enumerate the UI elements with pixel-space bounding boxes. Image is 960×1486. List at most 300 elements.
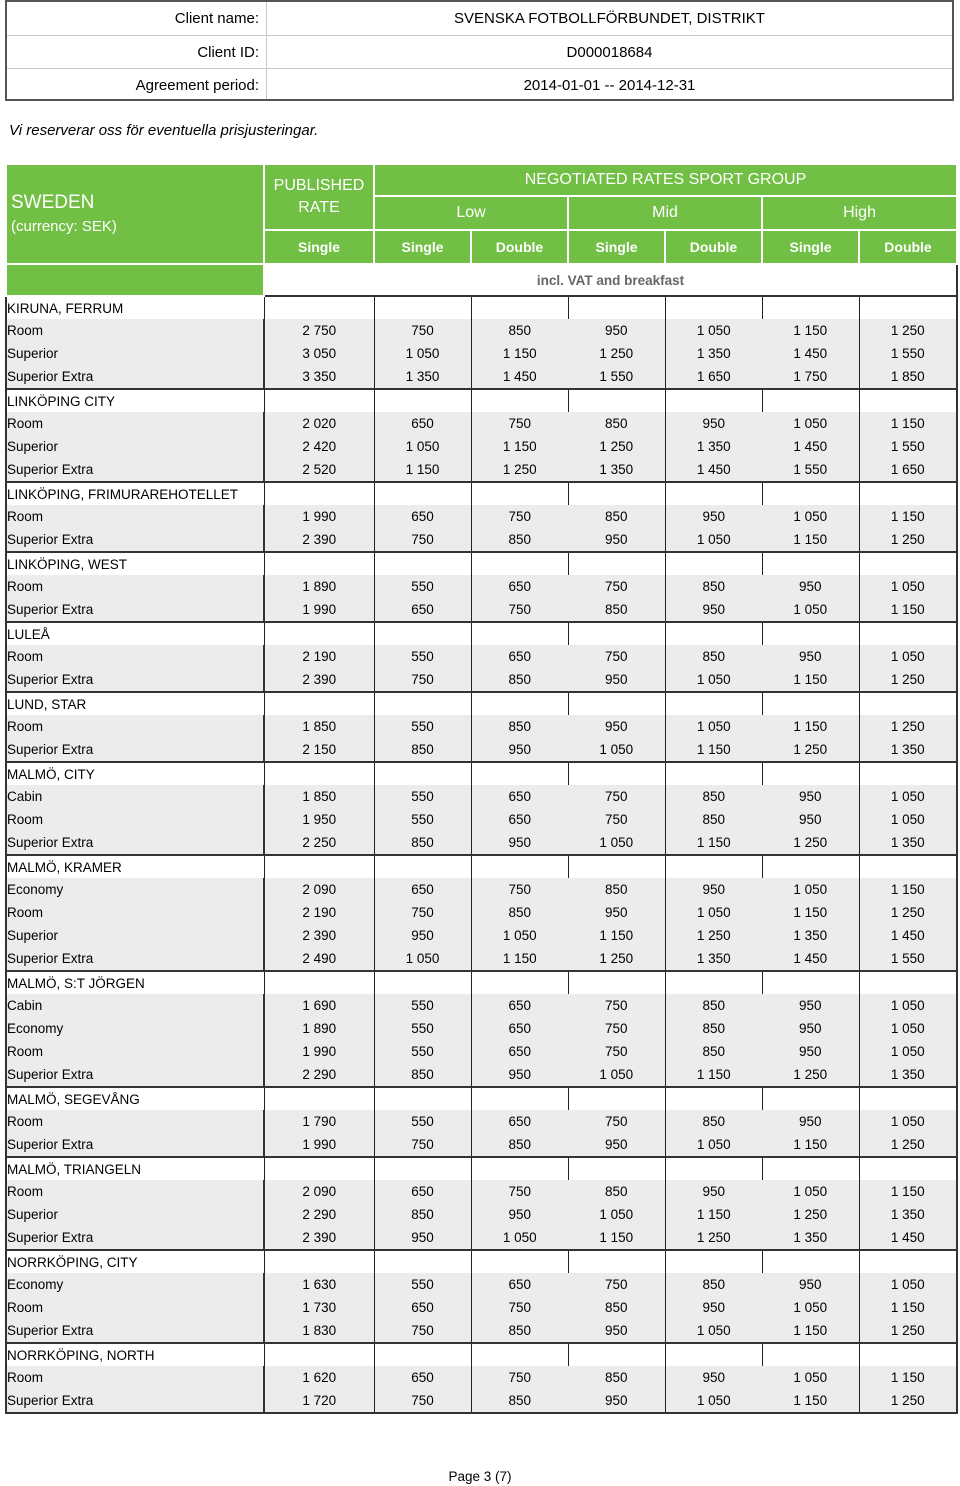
hotel-name: NORRKÖPING, NORTH xyxy=(6,1343,264,1366)
rate-cell: 750 xyxy=(568,994,665,1017)
rate-cell: 850 xyxy=(374,1063,471,1087)
subcol-low-single: Single xyxy=(374,230,471,264)
page-number: Page 3 (7) xyxy=(448,1469,512,1484)
rate-cell: 750 xyxy=(568,1110,665,1133)
hotel-row-blank-cell xyxy=(665,1157,762,1180)
subcol-mid-single: Single xyxy=(568,230,665,264)
rate-cell: 1 890 xyxy=(264,575,374,598)
room-type: Cabin xyxy=(6,785,264,808)
vat-note: incl. VAT and breakfast xyxy=(264,264,957,296)
rate-cell: 1 150 xyxy=(859,878,957,901)
room-type: Room xyxy=(6,645,264,668)
rate-cell: 1 350 xyxy=(762,924,859,947)
rate-cell: 950 xyxy=(568,1389,665,1413)
rate-cell: 1 250 xyxy=(859,1389,957,1413)
room-type: Room xyxy=(6,505,264,528)
rate-cell: 1 050 xyxy=(859,808,957,831)
hotel-name: MALMÖ, S:T JÖRGEN xyxy=(6,971,264,994)
rate-cell: 950 xyxy=(665,412,762,435)
rate-cell: 2 150 xyxy=(264,738,374,762)
rate-cell: 1 350 xyxy=(859,738,957,762)
hotel-row-blank-cell xyxy=(859,1343,957,1366)
hotel-row-blank-cell xyxy=(374,692,471,715)
room-rate-row xyxy=(6,1203,957,1226)
rate-cell: 1 990 xyxy=(264,1040,374,1063)
rate-cell: 550 xyxy=(374,994,471,1017)
hotel-row xyxy=(6,296,957,319)
room-rate-row xyxy=(6,1180,957,1203)
rate-cell: 550 xyxy=(374,1273,471,1296)
rate-cell: 950 xyxy=(374,1226,471,1250)
hotel-row-blank-cell xyxy=(471,855,568,878)
hotel-row xyxy=(6,971,957,994)
rate-cell: 1 550 xyxy=(568,365,665,389)
rate-cell: 1 250 xyxy=(762,1203,859,1226)
hotel-name: LULEÅ xyxy=(6,622,264,645)
room-type: Room xyxy=(6,1180,264,1203)
rate-cell: 850 xyxy=(568,598,665,622)
rate-cell: 750 xyxy=(471,1180,568,1203)
hotel-row xyxy=(6,1250,957,1273)
agreement-period-value: 2014-01-01 -- 2014-12-31 xyxy=(523,77,696,94)
rate-cell: 1 990 xyxy=(264,505,374,528)
subcol-low-double: Double xyxy=(471,230,568,264)
room-rate-row xyxy=(6,575,957,598)
room-type: Superior Extra xyxy=(6,1063,264,1087)
rate-cell: 1 550 xyxy=(859,947,957,971)
rate-cell: 950 xyxy=(471,1203,568,1226)
room-rate-row xyxy=(6,412,957,435)
rate-cell: 1 250 xyxy=(471,458,568,482)
hotel-row-blank-cell xyxy=(264,1343,374,1366)
rate-cell: 850 xyxy=(471,528,568,552)
hotel-row-blank-cell xyxy=(665,971,762,994)
hotel-row-blank-cell xyxy=(665,762,762,785)
rate-cell: 2 290 xyxy=(264,1203,374,1226)
room-type: Superior Extra xyxy=(6,1389,264,1413)
room-type: Room xyxy=(6,1296,264,1319)
client-id-value: D000018684 xyxy=(566,44,653,61)
room-type: Economy xyxy=(6,878,264,901)
room-rate-row xyxy=(6,1040,957,1063)
rate-cell: 1 250 xyxy=(762,1063,859,1087)
subcol-high-single: Single xyxy=(762,230,859,264)
rate-cell: 850 xyxy=(374,738,471,762)
hotel-name: LUND, STAR xyxy=(6,692,264,715)
room-rate-row xyxy=(6,319,957,342)
rate-cell: 1 150 xyxy=(665,738,762,762)
room-rate-row xyxy=(6,901,957,924)
rate-cell: 1 050 xyxy=(374,947,471,971)
room-type: Superior Extra xyxy=(6,528,264,552)
rate-cell: 650 xyxy=(374,1296,471,1319)
room-type: Superior xyxy=(6,1203,264,1226)
hotel-row-blank-cell xyxy=(471,1087,568,1110)
room-type: Superior Extra xyxy=(6,458,264,482)
hotel-row-blank-cell xyxy=(568,1250,665,1273)
rate-cell: 950 xyxy=(568,319,665,342)
rate-cell: 650 xyxy=(374,878,471,901)
room-rate-row xyxy=(6,342,957,365)
rate-cell: 2 750 xyxy=(264,319,374,342)
hotel-row-blank-cell xyxy=(665,692,762,715)
hotel-row-blank-cell xyxy=(471,482,568,505)
hotel-row xyxy=(6,762,957,785)
rate-cell: 750 xyxy=(471,598,568,622)
rate-cell: 650 xyxy=(471,785,568,808)
rate-cell: 850 xyxy=(665,645,762,668)
rate-cell: 750 xyxy=(568,1273,665,1296)
rate-cell: 1 250 xyxy=(859,319,957,342)
rate-cell: 1 150 xyxy=(762,528,859,552)
hotel-row-blank-cell xyxy=(568,692,665,715)
rate-cell: 750 xyxy=(568,645,665,668)
hotel-row-blank-cell xyxy=(859,855,957,878)
rate-cell: 850 xyxy=(665,808,762,831)
rate-cell: 850 xyxy=(471,1389,568,1413)
rate-cell: 650 xyxy=(374,598,471,622)
rate-cell: 1 150 xyxy=(859,1296,957,1319)
rate-cell: 1 350 xyxy=(859,1063,957,1087)
hotel-row-blank-cell xyxy=(859,1157,957,1180)
rate-cell: 950 xyxy=(568,715,665,738)
rate-cell: 1 250 xyxy=(859,901,957,924)
hotel-name: LINKÖPING, WEST xyxy=(6,552,264,575)
rate-cell: 1 150 xyxy=(762,1133,859,1157)
room-rate-row xyxy=(6,1063,957,1087)
rate-cell: 850 xyxy=(471,901,568,924)
rate-cell: 1 050 xyxy=(471,924,568,947)
hotel-row-blank-cell xyxy=(374,1087,471,1110)
rate-cell: 950 xyxy=(665,1180,762,1203)
room-type: Room xyxy=(6,715,264,738)
room-rate-row xyxy=(6,598,957,622)
rate-cell: 850 xyxy=(568,878,665,901)
rate-cell: 1 150 xyxy=(859,1180,957,1203)
tier-low-header: Low xyxy=(374,196,568,230)
room-rate-row xyxy=(6,738,957,762)
rate-cell: 1 150 xyxy=(762,319,859,342)
rate-cell: 1 050 xyxy=(762,1366,859,1389)
hotel-row xyxy=(6,692,957,715)
rate-cell: 1 450 xyxy=(762,435,859,458)
rate-cell: 850 xyxy=(374,831,471,855)
rate-cell: 1 050 xyxy=(859,575,957,598)
hotel-row-blank-cell xyxy=(471,692,568,715)
rate-cell: 1 050 xyxy=(859,1040,957,1063)
room-type: Economy xyxy=(6,1273,264,1296)
rate-cell: 1 850 xyxy=(264,785,374,808)
rate-cell: 1 050 xyxy=(374,342,471,365)
rate-cell: 650 xyxy=(471,1017,568,1040)
rate-cell: 1 050 xyxy=(665,319,762,342)
subcol-published-single: Single xyxy=(264,230,374,264)
rate-cell: 750 xyxy=(374,528,471,552)
hotel-row-blank-cell xyxy=(471,1157,568,1180)
country-name: SWEDEN xyxy=(11,191,95,213)
room-rate-row xyxy=(6,1110,957,1133)
rate-cell: 2 520 xyxy=(264,458,374,482)
rate-cell: 1 350 xyxy=(665,435,762,458)
rate-cell: 850 xyxy=(471,319,568,342)
rate-cell: 1 250 xyxy=(665,924,762,947)
rate-cell: 1 350 xyxy=(665,947,762,971)
hotel-row-blank-cell xyxy=(665,855,762,878)
rate-cell: 1 150 xyxy=(859,505,957,528)
rate-cell: 550 xyxy=(374,785,471,808)
rate-cell: 750 xyxy=(374,668,471,692)
hotel-row-blank-cell xyxy=(471,1250,568,1273)
room-type: Room xyxy=(6,575,264,598)
hotel-row-blank-cell xyxy=(264,692,374,715)
hotel-row-blank-cell xyxy=(859,692,957,715)
rate-cell: 1 150 xyxy=(374,458,471,482)
hotel-row-blank-cell xyxy=(859,389,957,412)
hotel-row-blank-cell xyxy=(568,389,665,412)
rate-cell: 1 050 xyxy=(665,1133,762,1157)
hotel-row-blank-cell xyxy=(762,622,859,645)
rate-cell: 1 150 xyxy=(665,1203,762,1226)
rate-cell: 650 xyxy=(374,1366,471,1389)
rate-cell: 650 xyxy=(471,808,568,831)
rate-cell: 1 850 xyxy=(859,365,957,389)
rate-cell: 1 050 xyxy=(859,1273,957,1296)
rate-cell: 1 890 xyxy=(264,1017,374,1040)
room-rate-row xyxy=(6,924,957,947)
room-rate-row xyxy=(6,785,957,808)
rate-cell: 1 150 xyxy=(471,342,568,365)
subcol-high-double: Double xyxy=(859,230,957,264)
hotel-row-blank-cell xyxy=(665,482,762,505)
rate-cell: 950 xyxy=(665,1296,762,1319)
room-type: Superior Extra xyxy=(6,738,264,762)
rate-cell: 1 150 xyxy=(471,435,568,458)
rate-cell: 650 xyxy=(374,1180,471,1203)
hotel-row-blank-cell xyxy=(665,1087,762,1110)
hotel-row-blank-cell xyxy=(665,389,762,412)
rate-cell: 1 050 xyxy=(762,598,859,622)
rate-cell: 2 390 xyxy=(264,1226,374,1250)
room-rate-row xyxy=(6,435,957,458)
rate-cell: 550 xyxy=(374,645,471,668)
hotel-row-blank-cell xyxy=(859,1250,957,1273)
rate-cell: 1 050 xyxy=(762,1180,859,1203)
room-type: Room xyxy=(6,1040,264,1063)
hotel-row-blank-cell xyxy=(471,296,568,319)
hotel-row-blank-cell xyxy=(859,482,957,505)
room-type: Superior Extra xyxy=(6,947,264,971)
hotel-row-blank-cell xyxy=(374,389,471,412)
rate-cell: 1 050 xyxy=(859,1110,957,1133)
rate-cell: 850 xyxy=(374,1203,471,1226)
rate-cell: 950 xyxy=(471,1063,568,1087)
hotel-row-blank-cell xyxy=(859,622,957,645)
hotel-name: MALMÖ, CITY xyxy=(6,762,264,785)
rate-cell: 850 xyxy=(568,1296,665,1319)
rate-cell: 1 050 xyxy=(665,901,762,924)
rate-cell: 750 xyxy=(374,1319,471,1343)
rate-cell: 950 xyxy=(762,785,859,808)
rate-cell: 1 650 xyxy=(859,458,957,482)
rate-cell: 1 990 xyxy=(264,1133,374,1157)
room-rate-row xyxy=(6,831,957,855)
rate-cell: 1 250 xyxy=(859,1319,957,1343)
hotel-row-blank-cell xyxy=(762,1157,859,1180)
room-rate-row xyxy=(6,1366,957,1389)
room-type: Superior Extra xyxy=(6,365,264,389)
rate-cell: 950 xyxy=(665,598,762,622)
rate-cell: 850 xyxy=(665,785,762,808)
rate-cell: 850 xyxy=(665,575,762,598)
rate-cell: 950 xyxy=(568,528,665,552)
rate-cell: 2 390 xyxy=(264,668,374,692)
rate-cell: 1 250 xyxy=(762,831,859,855)
rate-cell: 1 790 xyxy=(264,1110,374,1133)
hotel-row-blank-cell xyxy=(264,389,374,412)
hotel-row xyxy=(6,552,957,575)
room-type: Superior Extra xyxy=(6,1319,264,1343)
room-rate-row xyxy=(6,947,957,971)
rate-cell: 1 450 xyxy=(762,342,859,365)
hotel-row-blank-cell xyxy=(859,552,957,575)
agreement-period-label: Agreement period: xyxy=(135,77,259,94)
rate-cell: 650 xyxy=(471,1273,568,1296)
rate-cell: 550 xyxy=(374,715,471,738)
hotel-row-blank-cell xyxy=(264,1087,374,1110)
rate-cell: 850 xyxy=(568,1180,665,1203)
rate-cell: 1 250 xyxy=(859,668,957,692)
room-rate-row xyxy=(6,1133,957,1157)
rate-cell: 650 xyxy=(471,994,568,1017)
hotel-row-blank-cell xyxy=(374,971,471,994)
hotel-row-blank-cell xyxy=(374,622,471,645)
rate-cell: 550 xyxy=(374,808,471,831)
rate-cell: 550 xyxy=(374,1110,471,1133)
rate-cell: 650 xyxy=(374,505,471,528)
rate-cell: 950 xyxy=(762,1017,859,1040)
rate-cell: 650 xyxy=(471,645,568,668)
rate-cell: 1 050 xyxy=(374,435,471,458)
hotel-row-blank-cell xyxy=(568,1087,665,1110)
rate-cell: 1 450 xyxy=(859,1226,957,1250)
hotel-row-blank-cell xyxy=(568,296,665,319)
hotel-row-blank-cell xyxy=(762,692,859,715)
room-rate-row xyxy=(6,1226,957,1250)
rate-cell: 850 xyxy=(568,505,665,528)
rate-cell: 2 090 xyxy=(264,1180,374,1203)
rate-cell: 850 xyxy=(568,1366,665,1389)
hotel-row-blank-cell xyxy=(374,855,471,878)
hotel-row-blank-cell xyxy=(264,855,374,878)
rate-cell: 950 xyxy=(762,645,859,668)
rate-cell: 750 xyxy=(374,901,471,924)
rate-cell: 1 250 xyxy=(568,947,665,971)
hotel-name: MALMÖ, KRAMER xyxy=(6,855,264,878)
rate-cell: 750 xyxy=(374,319,471,342)
rate-cell: 950 xyxy=(762,1110,859,1133)
rate-cell: 1 350 xyxy=(568,458,665,482)
room-type: Superior xyxy=(6,924,264,947)
room-type: Superior xyxy=(6,342,264,365)
rate-cell: 650 xyxy=(471,575,568,598)
rate-cell: 950 xyxy=(665,1366,762,1389)
rate-cell: 1 050 xyxy=(568,738,665,762)
room-type: Room xyxy=(6,1110,264,1133)
hotel-row-blank-cell xyxy=(762,482,859,505)
rate-cell: 1 150 xyxy=(568,1226,665,1250)
rate-cell: 1 150 xyxy=(762,1389,859,1413)
rate-cell: 1 150 xyxy=(665,831,762,855)
published-rate-line1: PUBLISHED xyxy=(273,177,365,194)
room-rate-row xyxy=(6,1389,957,1413)
rate-cell: 850 xyxy=(471,1319,568,1343)
rate-cell: 750 xyxy=(471,1366,568,1389)
rate-cell: 2 190 xyxy=(264,901,374,924)
hotel-row xyxy=(6,1343,957,1366)
hotel-row-blank-cell xyxy=(665,552,762,575)
hotel-row-blank-cell xyxy=(264,762,374,785)
client-id-label: Client ID: xyxy=(197,44,259,61)
rate-cell: 1 150 xyxy=(665,1063,762,1087)
hotel-row-blank-cell xyxy=(374,552,471,575)
hotel-row-blank-cell xyxy=(665,296,762,319)
rate-cell: 2 020 xyxy=(264,412,374,435)
room-type: Superior xyxy=(6,435,264,458)
rate-cell: 1 050 xyxy=(665,668,762,692)
room-type: Room xyxy=(6,808,264,831)
hotel-row-blank-cell xyxy=(859,762,957,785)
hotel-row-blank-cell xyxy=(264,552,374,575)
rate-cell: 1 350 xyxy=(374,365,471,389)
rate-cell: 850 xyxy=(665,1110,762,1133)
client-name-label: Client name: xyxy=(174,10,259,27)
hotel-name: KIRUNA, FERRUM xyxy=(6,296,264,319)
room-rate-row xyxy=(6,715,957,738)
rate-cell: 750 xyxy=(471,412,568,435)
rate-cell: 1 150 xyxy=(859,598,957,622)
hotel-row xyxy=(6,622,957,645)
room-rate-row xyxy=(6,1273,957,1296)
rate-cell: 550 xyxy=(374,575,471,598)
hotel-row-blank-cell xyxy=(264,1250,374,1273)
rate-table xyxy=(5,163,958,1414)
room-type: Superior Extra xyxy=(6,668,264,692)
rate-table-header xyxy=(6,164,957,296)
published-rate-line2: RATE xyxy=(298,199,340,216)
rate-cell: 950 xyxy=(568,1319,665,1343)
rate-cell: 1 730 xyxy=(264,1296,374,1319)
hotel-name: MALMÖ, SEGEVÅNG xyxy=(6,1087,264,1110)
rate-cell: 1 150 xyxy=(762,901,859,924)
rate-cell: 750 xyxy=(568,785,665,808)
rate-cell: 1 350 xyxy=(859,1203,957,1226)
room-type: Superior Extra xyxy=(6,1226,264,1250)
rate-cell: 1 050 xyxy=(568,1203,665,1226)
client-id-row xyxy=(7,35,952,69)
rate-cell: 850 xyxy=(471,1133,568,1157)
hotel-row-blank-cell xyxy=(264,971,374,994)
hotel-row-blank-cell xyxy=(568,1157,665,1180)
reservation-note: Vi reserverar oss för eventuella prisjusteringar. xyxy=(9,122,319,139)
room-rate-row xyxy=(6,994,957,1017)
rate-cell: 1 050 xyxy=(859,1017,957,1040)
rate-cell: 850 xyxy=(665,1040,762,1063)
hotel-row-blank-cell xyxy=(471,971,568,994)
rate-cell: 1 050 xyxy=(665,528,762,552)
hotel-row-blank-cell xyxy=(859,971,957,994)
rate-cell: 950 xyxy=(762,994,859,1017)
rate-cell: 1 250 xyxy=(568,435,665,458)
